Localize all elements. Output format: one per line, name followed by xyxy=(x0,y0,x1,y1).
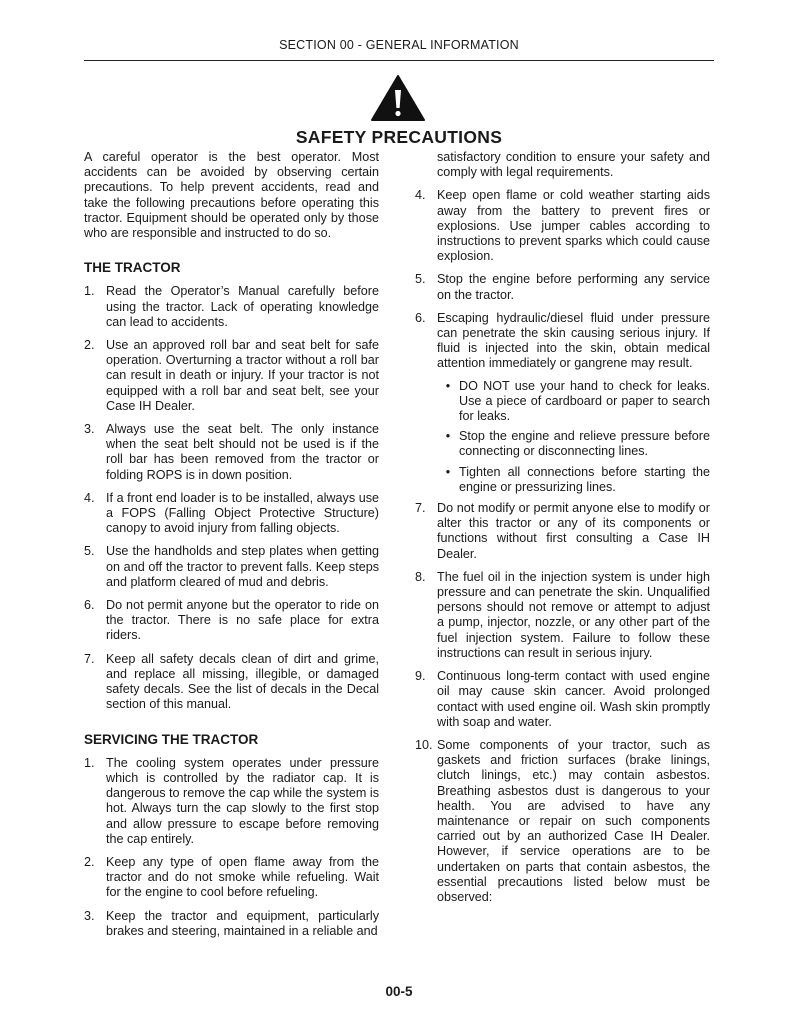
item-number: 4. xyxy=(415,188,426,203)
list-item xyxy=(415,311,710,372)
list-item xyxy=(84,338,379,414)
right-column xyxy=(415,150,710,913)
tractor-heading: THE TRACTOR xyxy=(84,260,181,276)
item-text: Continuous long-term contact with used engine oil may cause skin cancer. Avoid prolonged contact with used engine oil. Wash skin promptly with soap and water. xyxy=(437,669,710,729)
item-number: 10. xyxy=(415,737,433,752)
list-item xyxy=(84,855,379,901)
item-text: The fuel oil in the injection system is under high pressure and can penetrate the skin. Unqualified persons should not remove or attempt to adjust a pump, injector, nozzle, or any other part of the fuel injection system. Failure to follow these instructions can result in serious injury. xyxy=(437,569,710,660)
header-rule xyxy=(84,60,714,61)
item-text: Escaping hydraulic/diesel fluid under pressure can penetrate the skin causing serious injury. If fluid is injected into the skin, obtain medical attention immediately or gangrene may result. xyxy=(437,310,710,371)
item-text: Stop the engine before performing any service on the tractor. xyxy=(437,272,710,302)
item-text: If a front end loader is to be installed, always use a FOPS (Falling Object Protective Structure) canopy to avoid injury from falling objects. xyxy=(106,490,379,536)
bullet-icon: • xyxy=(445,464,451,479)
list-item-continued xyxy=(415,150,710,180)
list-item xyxy=(415,188,710,264)
bullet-text: Tighten all connections before starting the engine or pressurizing lines. xyxy=(459,464,710,494)
item-text: Always use the seat belt. The only instance when the seat belt should not be used is if the roll bar has been removed from the tractor or folding ROPS is in down position. xyxy=(106,422,379,482)
item-text: Do not permit anyone but the operator to ride on the tractor. There is no safe place for extra riders. xyxy=(106,598,379,643)
item-text: Some components of your tractor, such as gaskets and friction surfaces (brake linings, clutch linings, etc.) may contain asbestos. Breathing asbestos dust is dangerous to your health. You are advised to have any maintenance or repair on such components carried out by an authorized Case IH Dealer. However, if service operations are to be undertaken on parts that contain asbestos, the essential precautions listed below must be observed: xyxy=(437,737,710,904)
page-title: SAFETY PRECAUTIONS xyxy=(295,127,503,147)
page-number: 00-5 xyxy=(385,984,413,999)
item-text: satisfactory condition to ensure your safety and comply with legal requirements. xyxy=(437,150,710,180)
item-number: 9. xyxy=(415,669,426,684)
intro-paragraph: A careful operator is the best operator. Most accidents can be avoided by observing certain precautions. To help prevent accidents, read and take the following precautions before operating this tractor. Equipment should be operated only by those who are responsible and instructed to do so. xyxy=(84,150,379,241)
item-number: 4. xyxy=(84,490,95,505)
section-header: SECTION 00 - GENERAL INFORMATION xyxy=(279,38,519,52)
item-number: 7. xyxy=(84,651,95,666)
item-number: 3. xyxy=(84,908,95,923)
item-text: Read the Operator’s Manual carefully before using the tractor. Lack of operating knowledge can lead to accidents. xyxy=(106,284,379,329)
list-item xyxy=(84,909,379,939)
list-item xyxy=(84,491,379,537)
item-number: 5. xyxy=(415,272,426,287)
item-number: 1. xyxy=(84,284,95,299)
list-item xyxy=(415,272,710,302)
item-text: Use the handholds and step plates when getting on and off the tractor to prevent falls. Keep steps and platform cleared of mud and debris. xyxy=(106,544,379,589)
bullet-icon: • xyxy=(445,378,451,393)
left-column xyxy=(84,150,379,947)
leak-bullet-list xyxy=(437,379,710,495)
item-number: 5. xyxy=(84,544,95,559)
item-number: 6. xyxy=(415,310,426,325)
item-text: Do not modify or permit anyone else to modify or alter this tractor or any of its components or functions without first consulting a Case IH Dealer. xyxy=(437,501,710,561)
item-text: Keep any type of open flame away from the tractor and do not smoke while refueling. Wait for the engine to cool before refueling. xyxy=(106,854,379,900)
item-text: Keep open flame or cold weather starting aids away from the battery to prevent fires or explosions. Use jumper cables according to instructions to prevent sparks which could cause explosion. xyxy=(437,188,710,264)
tractor-list xyxy=(84,284,379,712)
list-item xyxy=(84,598,379,644)
item-number: 1. xyxy=(84,755,95,770)
item-text: Keep the tractor and equipment, particularly brakes and steering, maintained in a reliable and xyxy=(106,908,379,938)
bullet-icon: • xyxy=(445,429,451,444)
list-item xyxy=(415,669,710,730)
item-number: 2. xyxy=(84,338,95,353)
item-text: Keep all safety decals clean of dirt and grime, and replace all missing, illegible, or damaged safety decals. See the list of decals in the Decal section of this manual. xyxy=(106,651,379,712)
bullet-text: Stop the engine and relieve pressure before connecting or disconnecting lines. xyxy=(459,429,710,459)
list-item xyxy=(84,652,379,713)
servicing-list-left xyxy=(84,756,379,939)
item-number: 7. xyxy=(415,501,426,516)
list-item xyxy=(84,422,379,483)
list-item xyxy=(415,501,710,562)
list-item xyxy=(415,738,710,905)
list-item xyxy=(415,570,710,661)
bullet-item xyxy=(437,429,710,459)
list-item xyxy=(84,544,379,590)
bullet-item xyxy=(437,465,710,495)
item-text: Use an approved roll bar and seat belt for safe operation. Overturning a tractor without a roll bar can result in death or injury. If your tractor is not equipped with a roll bar and seat belt, see your Case IH Dealer. xyxy=(106,338,379,413)
bullet-item xyxy=(437,379,710,425)
item-number: 2. xyxy=(84,854,95,869)
bullet-text: DO NOT use your hand to check for leaks. Use a piece of cardboard or paper to search for leaks. xyxy=(459,378,710,424)
item-number: 3. xyxy=(84,422,95,437)
list-item xyxy=(84,756,379,847)
list-item xyxy=(84,284,379,330)
item-number: 8. xyxy=(415,569,426,584)
item-number: 6. xyxy=(84,598,95,613)
servicing-heading: SERVICING THE TRACTOR xyxy=(84,731,259,747)
warning-icon xyxy=(370,74,426,122)
item-text: The cooling system operates under pressure which is controlled by the radiator cap. It is dangerous to remove the cap while the system is hot. Always turn the cap slowly to the first stop and allow pressure to escape before removing the cap entirely. xyxy=(106,755,380,846)
